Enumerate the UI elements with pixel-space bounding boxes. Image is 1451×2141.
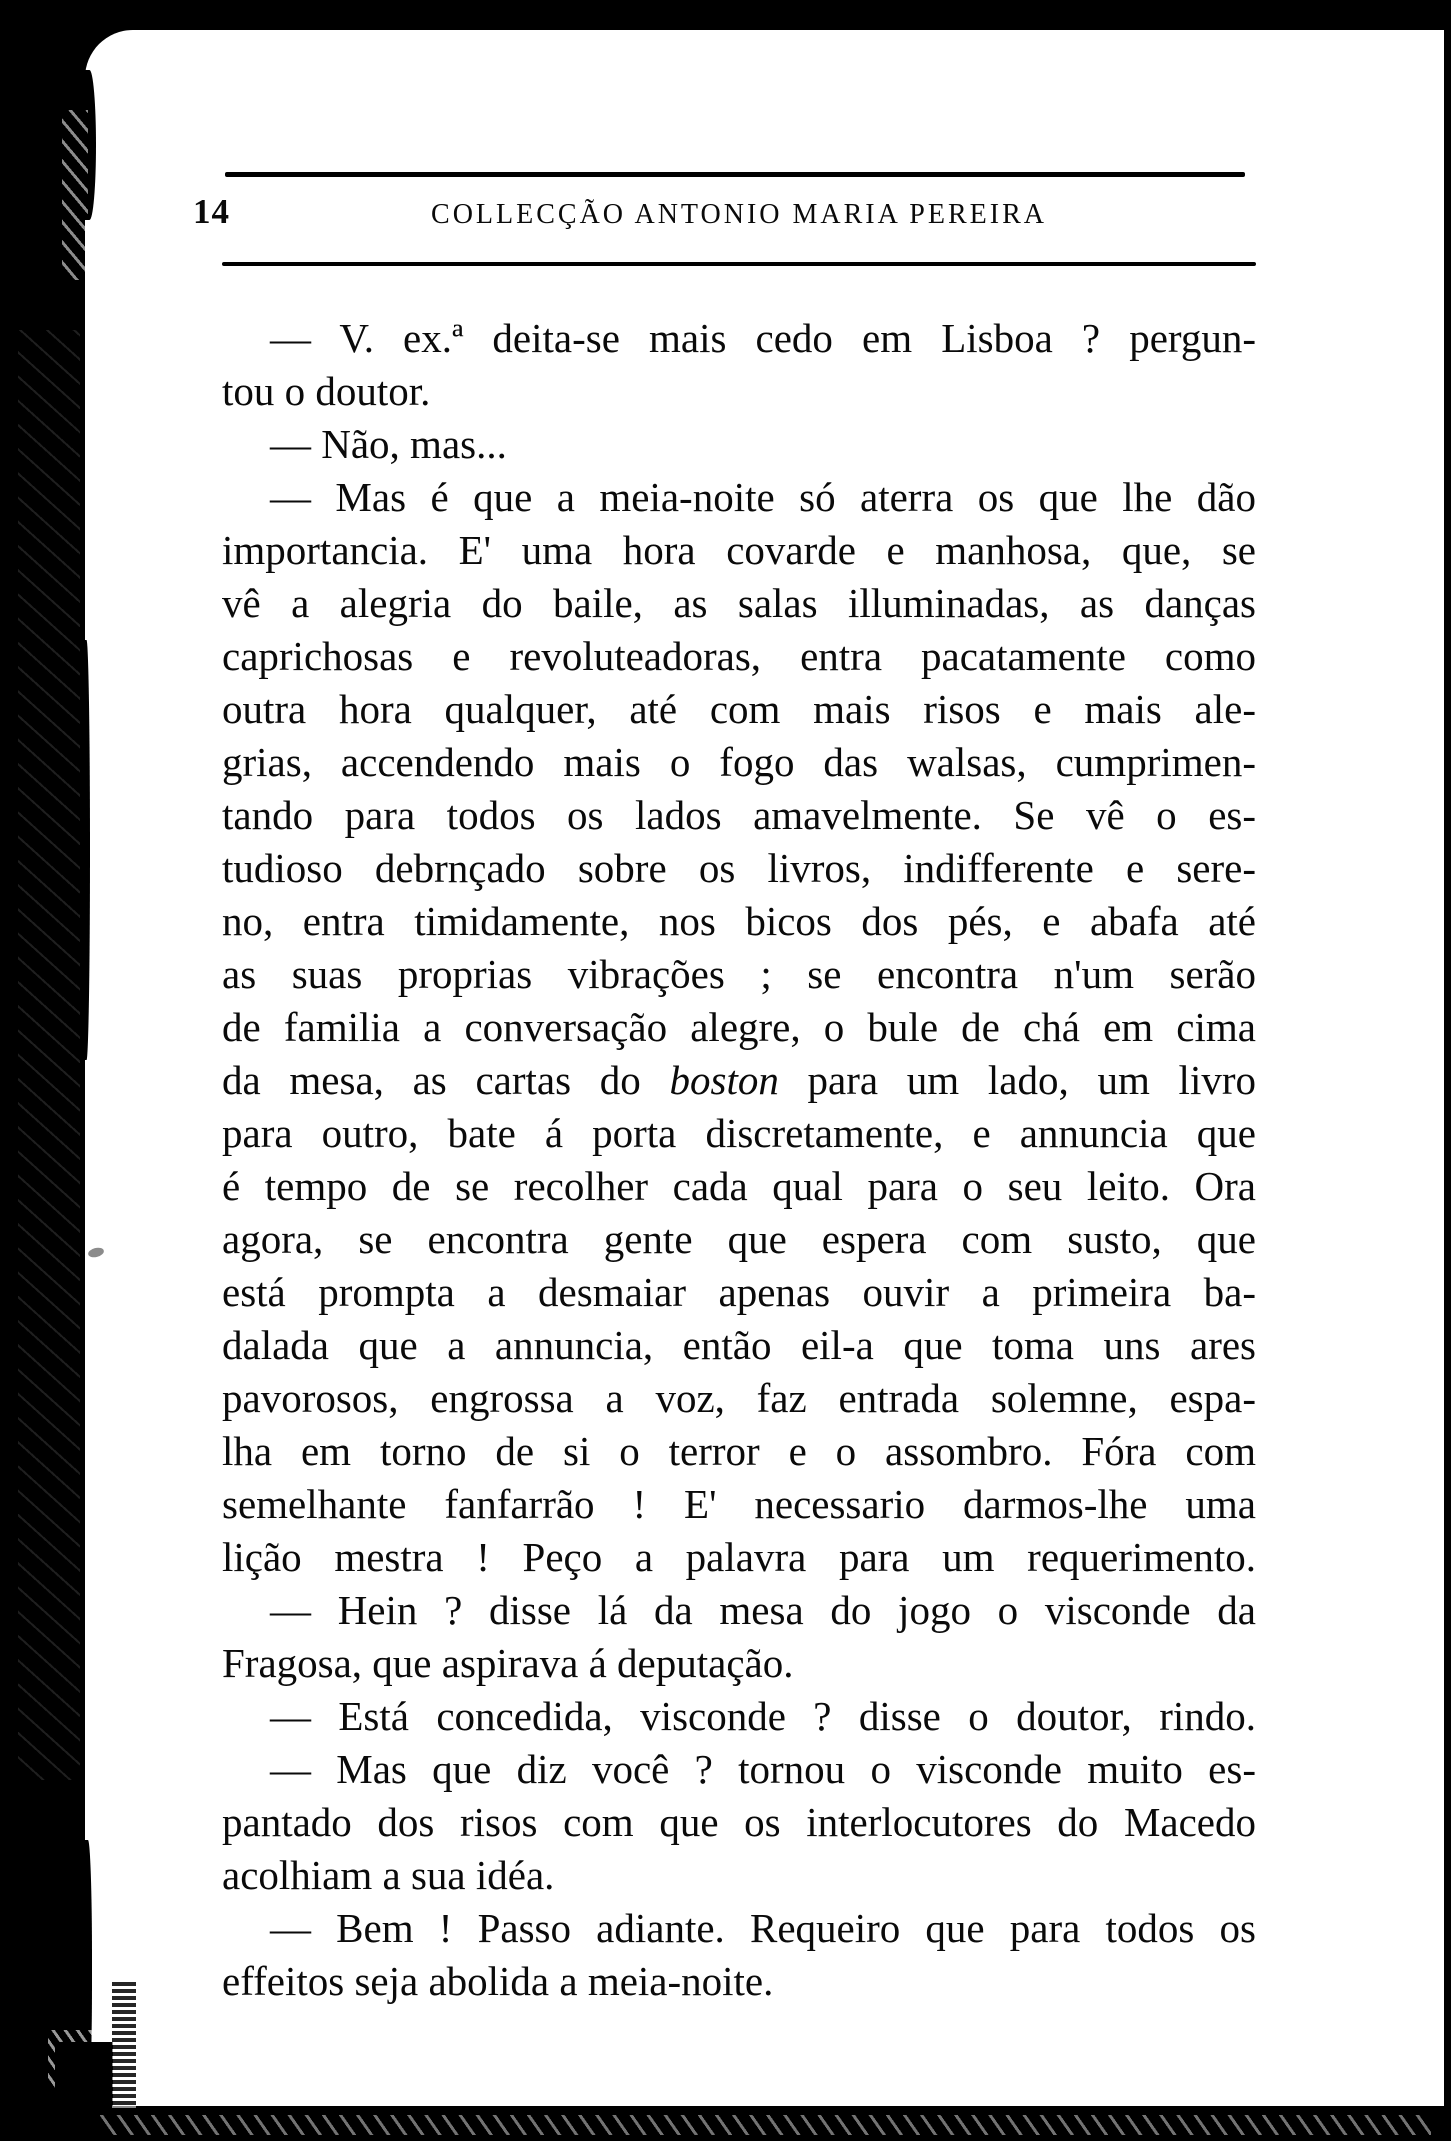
text-line: — Mas que diz você ? tornou o visconde muito es- — [270, 1746, 1256, 1792]
text-line: é tempo de se recolher cada qual para o seu leito. Ora — [222, 1163, 1256, 1209]
text-line: — Mas é que a meia-noite só aterra os que lhe dão — [270, 474, 1256, 520]
text-line: pantado dos risos com que os interlocutores do Macedo — [222, 1799, 1256, 1845]
text-line: — Bem ! Passo adiante. Requeiro que para todos os — [270, 1905, 1256, 1951]
text-line: as suas proprias vibrações ; se encontra n'um serão — [222, 951, 1256, 997]
text-line: — Hein ? disse lá da mesa do jogo o visconde da — [270, 1587, 1256, 1633]
text-line: Fragosa, que aspirava á deputação. — [222, 1640, 794, 1686]
text-line: está prompta a desmaiar apenas ouvir a primeira ba- — [222, 1269, 1256, 1315]
text-line: caprichosas e revoluteadoras, entra pacatamente como — [222, 633, 1256, 679]
text-line: de familia a conversação alegre, o bule de chá em cima — [222, 1004, 1256, 1050]
text-line: tou o doutor. — [222, 368, 431, 414]
text-line: tando para todos os lados amavelmente. Se vê o es- — [222, 792, 1256, 838]
page-number: 14 — [193, 192, 230, 231]
text-line: semelhante fanfarrão ! E' necessario darmos-lhe uma — [222, 1481, 1256, 1527]
text-line: agora, se encontra gente que espera com susto, que — [222, 1216, 1256, 1262]
text-run: para um lado, um livro — [778, 1057, 1256, 1103]
body-text — [222, 312, 1256, 2008]
italic-word: boston — [669, 1057, 779, 1103]
text-line: — Está concedida, visconde ? disse o doutor, rindo. — [270, 1693, 1256, 1739]
text-line: tudioso debrnçado sobre os livros, indifferente e sere- — [222, 845, 1256, 891]
text-run: da mesa, as cartas do — [222, 1057, 670, 1103]
text-line: vê a alegria do baile, as salas illuminadas, as danças — [222, 580, 1256, 626]
text-line: no, entra timidamente, nos bicos dos pés, e abafa até — [222, 898, 1256, 944]
text-line: grias, accendendo mais o fogo das walsas, cumprimen- — [222, 739, 1256, 785]
text-line: — V. ex.ª deita-se mais cedo em Lisboa ? pergun- — [270, 315, 1256, 361]
text-line: acolhiam a sua idéa. — [222, 1852, 555, 1898]
text-line: lição mestra ! Peço a palavra para um requerimento. — [222, 1534, 1256, 1580]
text-line: effeitos seja abolida a meia-noite. — [222, 1958, 774, 2004]
header-rule-top — [225, 172, 1245, 177]
running-header-title: COLLECÇÃO ANTONIO MARIA PEREIRA — [431, 199, 1047, 230]
text-line: para outro, bate á porta discretamente, e annuncia que — [222, 1110, 1256, 1156]
text-line: lha em torno de si o terror e o assombro. Fóra com — [222, 1428, 1256, 1474]
text-line: dalada que a annuncia, então eil-a que toma uns ares — [222, 1322, 1256, 1368]
header-rule-bottom — [222, 262, 1256, 266]
text-line: — Não, mas... — [270, 421, 507, 467]
text-line: pavorosos, engrossa a voz, faz entrada solemne, espa- — [222, 1375, 1256, 1421]
text-line — [222, 1054, 1256, 1107]
text-line: importancia. E' uma hora covarde e manhosa, que, se — [222, 527, 1256, 573]
text-line: outra hora qualquer, até com mais risos e mais ale- — [222, 686, 1256, 732]
